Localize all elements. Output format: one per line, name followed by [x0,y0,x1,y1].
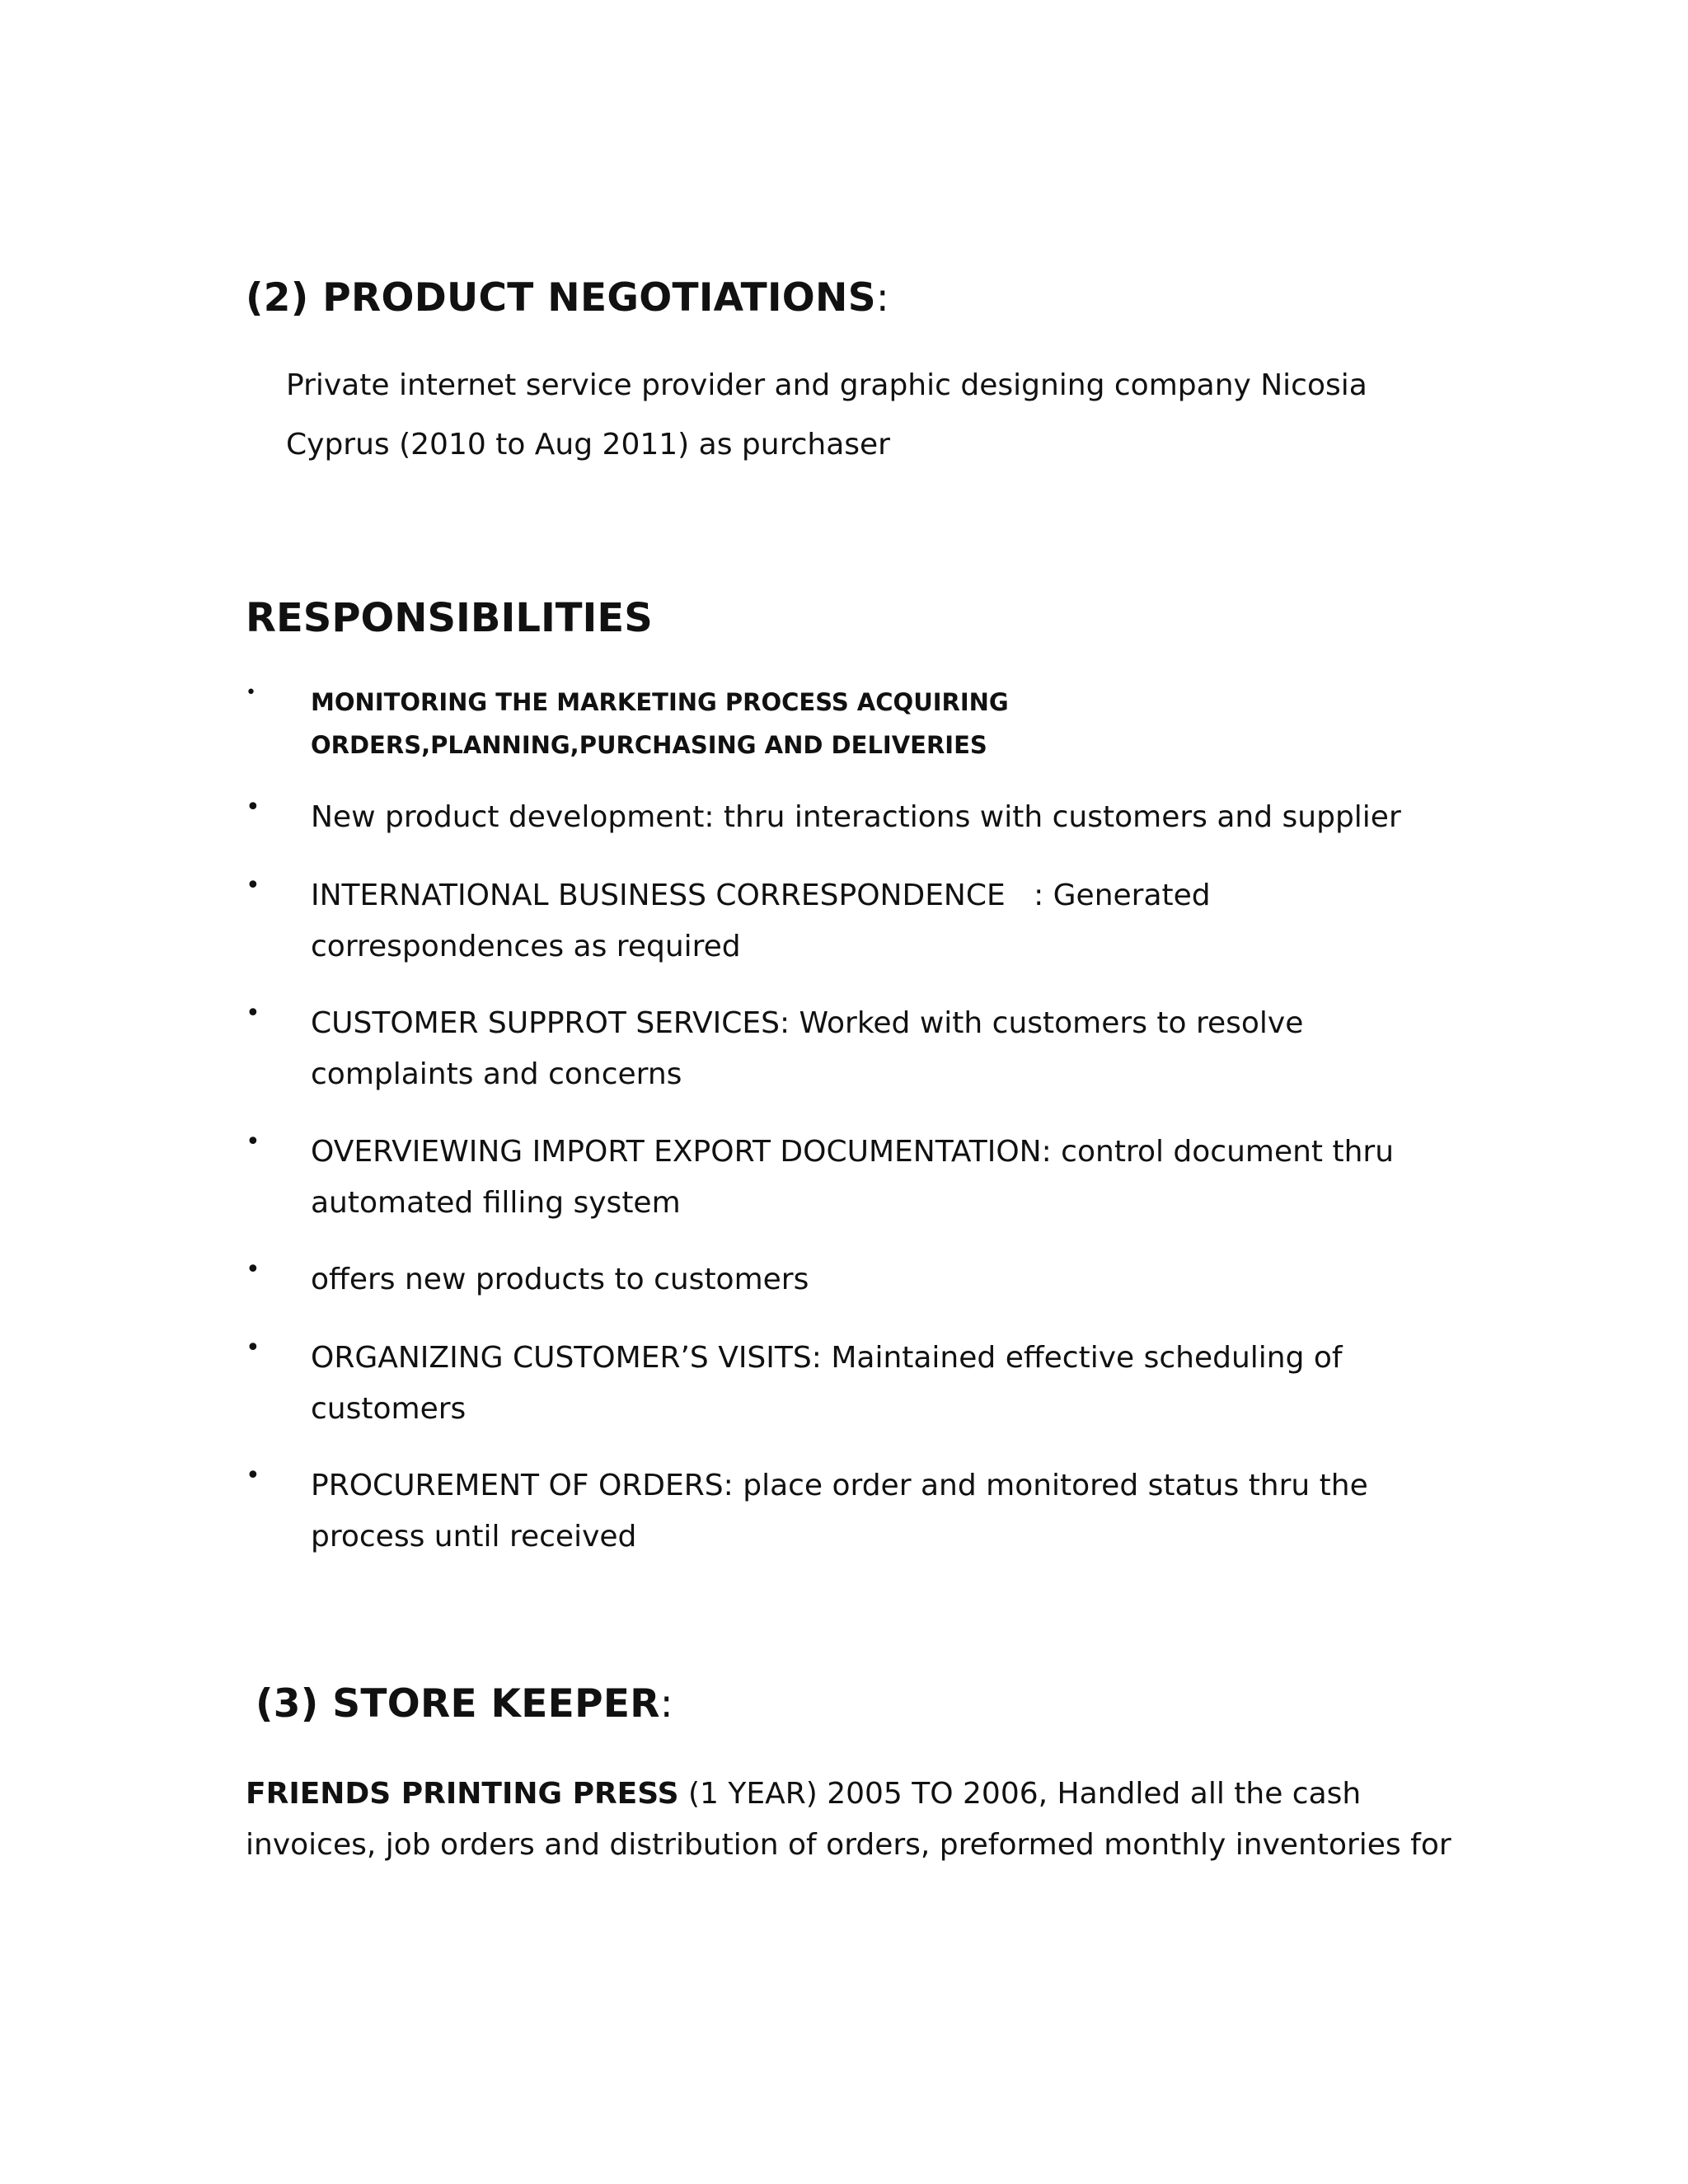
list-item-line-2: correspondences as required [311,930,741,963]
list-item-line-2: ORDERS,PLANNING,PURCHASING AND DELIVERIES [311,731,987,759]
bullet-icon: • [246,1333,260,1362]
list-item-line-1: CUSTOMER SUPPROT SERVICES: Worked with customers to resolve [311,1006,1304,1040]
list-item-line-2: automated filling system [311,1186,681,1220]
list-item-line-1: ORGANIZING CUSTOMER’S VISITS: Maintained effective scheduling of [311,1341,1343,1375]
responsibilities-heading: RESPONSIBILITIES [246,595,653,641]
employment-details: (1 YEAR) 2005 TO 2006, Handled all the cash [678,1777,1362,1811]
bullet-icon: • [246,1127,260,1156]
list-item-line-2: complaints and concerns [311,1057,682,1091]
list-item-line-1: New product development: thru interactions with customers and supplier [311,800,1401,834]
section-heading-store-keeper [256,1681,673,1727]
list-item-line-1: MONITORING THE MARKETING PROCESS ACQUIRING [311,688,1009,716]
bullet-icon: • [246,682,256,703]
employment-paragraph-line-1 [246,1769,1361,1820]
section-intro-line-2: Cyprus (2010 to Aug 2011) as purchaser [286,428,890,462]
bullet-icon: • [246,1255,260,1284]
bullet-icon: • [246,793,260,822]
section-heading-product-negotiations [246,275,889,321]
list-item-line-1: OVERVIEWING IMPORT EXPORT DOCUMENTATION: control document thru [311,1135,1395,1169]
section-heading-colon: : [659,1681,673,1727]
section-intro-line-1: Private internet service provider and graphic designing company Nicosia [286,368,1367,402]
bullet-icon: • [246,871,260,900]
list-item-line-2: process until received [311,1520,637,1554]
employment-paragraph-line-2: invoices, job orders and distribution of orders, preformed monthly inventories for [246,1828,1451,1862]
bullet-icon: • [246,1461,260,1490]
section-heading-text: (2) PRODUCT NEGOTIATIONS [246,275,876,321]
list-item-line-2: customers [311,1392,467,1426]
list-item-line-1: INTERNATIONAL BUSINESS CORRESPONDENCE : Generated [311,879,1211,912]
list-item-line-1: PROCUREMENT OF ORDERS: place order and monitored status thru the [311,1469,1368,1502]
bullet-icon: • [246,999,260,1028]
section-heading-text: (3) STORE KEEPER [256,1681,660,1727]
employer-name: FRIENDS PRINTING PRESS [246,1777,679,1811]
list-item-line-1: offers new products to customers [311,1263,809,1296]
section-heading-colon: : [875,275,889,321]
